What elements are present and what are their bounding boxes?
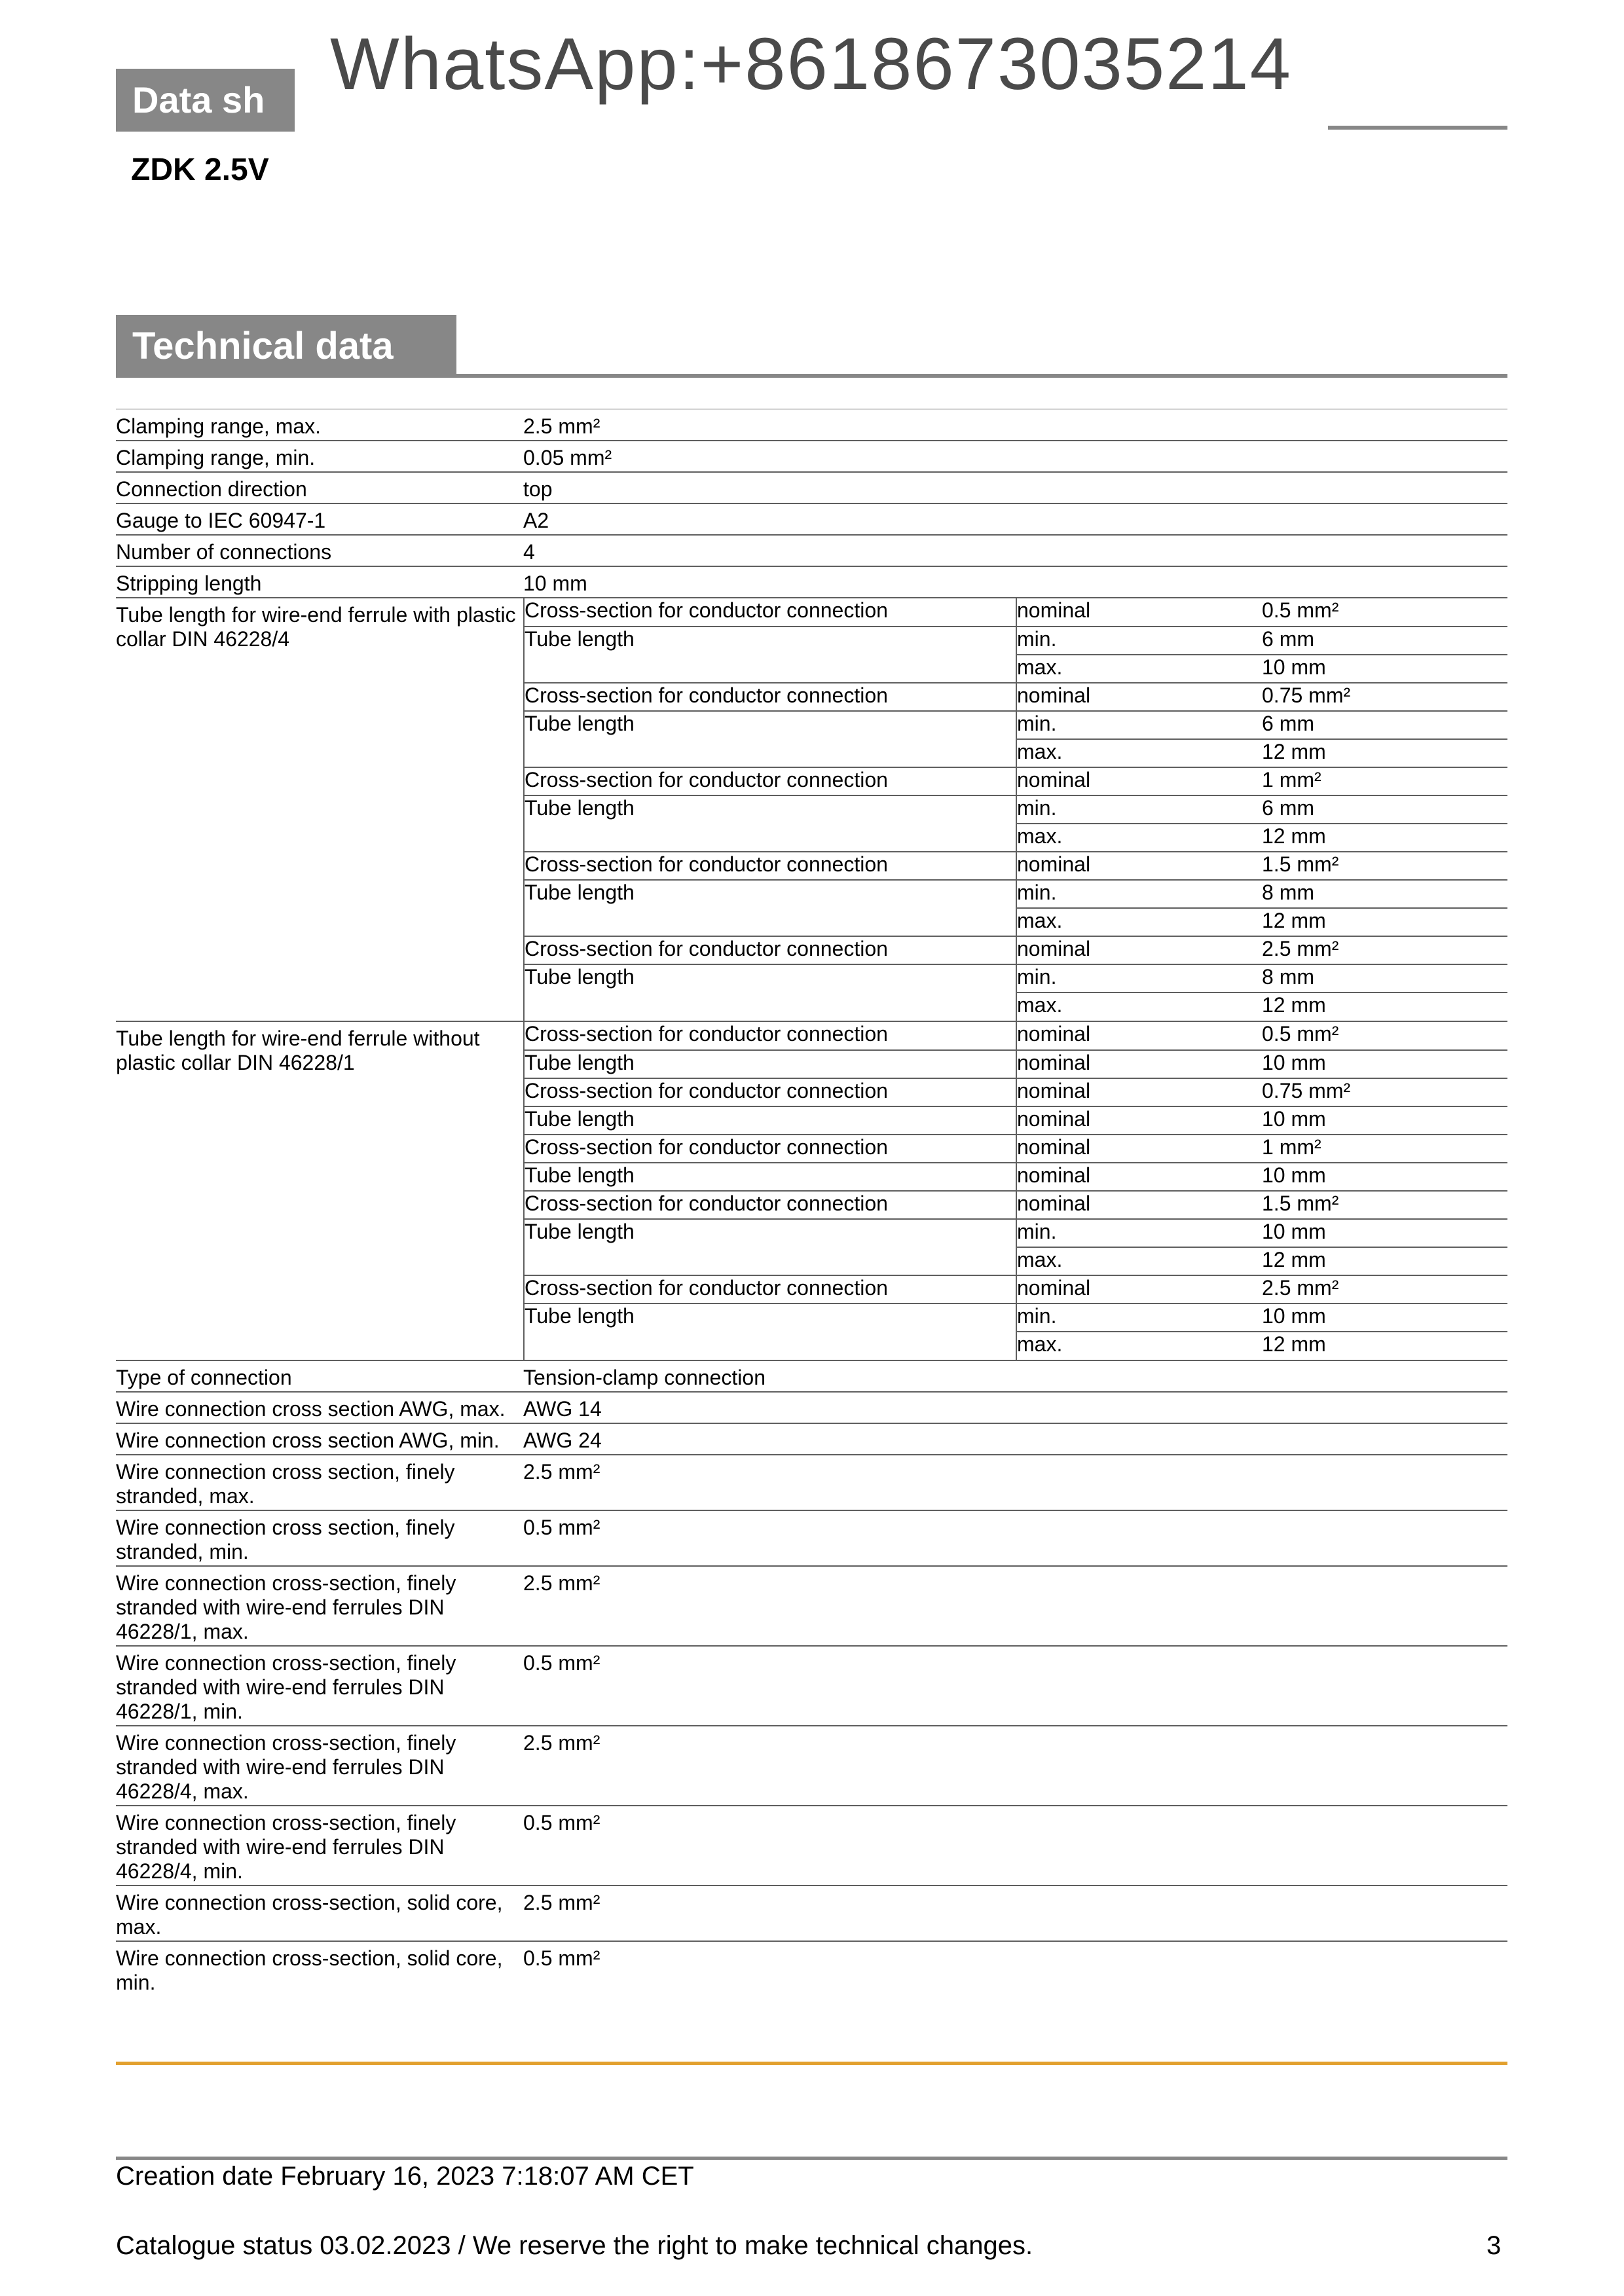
cs-qualifier: nominal [1016, 1078, 1262, 1106]
tube-value: 12 mm [1262, 993, 1326, 1017]
ferrule-subtable [523, 1022, 1507, 1360]
row-label: Wire connection cross section AWG, min. [116, 1423, 523, 1455]
tube-value: 10 mm [1262, 1050, 1507, 1078]
watermark-text: WhatsApp:+8618673035214 [330, 22, 1292, 105]
tube-qualifier: min. [1016, 711, 1262, 739]
tube-length-row [524, 880, 1507, 908]
tube-length-row [524, 1106, 1507, 1135]
row-value: AWG 14 [523, 1392, 1507, 1423]
tube-value: 10 mm [1262, 1163, 1507, 1191]
tube-label: Tube length [524, 1050, 1016, 1078]
watermark-overlay [295, 0, 1328, 128]
tube-label: Tube length [524, 880, 1016, 936]
row-value: 2.5 mm² [523, 1455, 1507, 1510]
cs-qualifier: nominal [1016, 1191, 1262, 1219]
cross-section-row [524, 683, 1507, 711]
tube-label: Tube length [524, 795, 1016, 852]
row-value: 0.5 mm² [523, 1510, 1507, 1566]
row-value: 2.5 mm² [523, 409, 1507, 441]
row-value: AWG 24 [523, 1423, 1507, 1455]
cs-value: 1.5 mm² [1262, 1191, 1507, 1219]
table-end-rule [116, 2062, 1507, 2065]
tube-qualifier: max. [1016, 1332, 1262, 1360]
product-name: ZDK 2.5V [131, 153, 269, 187]
cs-qualifier: nominal [1016, 1275, 1262, 1303]
cs-value: 0.5 mm² [1262, 1022, 1507, 1050]
tube-label: Tube length [524, 711, 1016, 767]
tube-label: Tube length [524, 1303, 1016, 1360]
cs-value: 0.75 mm² [1262, 1078, 1507, 1106]
row-value: 2.5 mm² [523, 1726, 1507, 1806]
row-label: Number of connections [116, 535, 523, 566]
row-value: top [523, 472, 1507, 503]
tube-value: 6 mm [1262, 795, 1507, 824]
cross-section-row [524, 767, 1507, 795]
tube-label: Tube length [524, 1163, 1016, 1191]
row-value: 0.5 mm² [523, 1806, 1507, 1886]
tube-length-row [524, 964, 1507, 993]
row-label: Wire connection cross-section, finely stranded with wire-end ferrules DIN 46228/4, min. [116, 1806, 523, 1886]
tube-qualifier: max. [1016, 908, 1262, 936]
row-label: Clamping range, min. [116, 441, 523, 472]
row-value: 0.5 mm² [523, 1946, 600, 1970]
cs-label: Cross-section for conductor connection [524, 1191, 1016, 1219]
row-label: Wire connection cross-section, finely stranded with wire-end ferrules DIN 46228/4, max. [116, 1726, 523, 1806]
row-value: 0.05 mm² [523, 441, 1507, 472]
tube-qualifier: max. [1016, 993, 1262, 1021]
cs-value: 1 mm² [1262, 767, 1507, 795]
tube-length-row [524, 1050, 1507, 1078]
tube-qualifier: max. [1016, 739, 1262, 767]
row-value: 10 mm [523, 566, 1507, 598]
row-label: Wire connection cross-section, solid core, max. [116, 1886, 523, 1941]
row-label: Type of connection [116, 1360, 523, 1392]
tube-label: Tube length [524, 627, 1016, 683]
tube-value: 8 mm [1262, 964, 1507, 993]
row-label: Wire connection cross-section, finely stranded with wire-end ferrules DIN 46228/1, max. [116, 1566, 523, 1646]
tube-value: 12 mm [1262, 908, 1507, 936]
tube-value: 12 mm [1262, 739, 1507, 767]
cs-label: Cross-section for conductor connection [524, 936, 1016, 964]
tube-qualifier: min. [1016, 795, 1262, 824]
tube-label: Tube length [524, 964, 1016, 1021]
cross-section-row [524, 1022, 1507, 1050]
cs-qualifier: nominal [1016, 598, 1262, 627]
ferrule-with-collar-block [116, 598, 1507, 1021]
row-label: Connection direction [116, 472, 523, 503]
cs-qualifier: nominal [1016, 767, 1262, 795]
footer-rule [116, 2157, 1507, 2160]
row-label: Wire connection cross section AWG, max. [116, 1392, 523, 1423]
table-row [116, 441, 1507, 472]
tube-length-row [524, 1303, 1507, 1332]
cs-value: 1.5 mm² [1262, 852, 1507, 880]
tube-length-row [524, 711, 1507, 739]
cross-section-row [524, 598, 1507, 627]
row-label: Clamping range, max. [116, 409, 523, 441]
tube-qualifier: min. [1016, 1303, 1262, 1332]
tube-length-row [524, 627, 1507, 655]
cross-section-row [524, 1135, 1507, 1163]
cs-label: Cross-section for conductor connection [524, 1022, 1016, 1050]
ferrule-subtable [523, 598, 1507, 1021]
tube-length-row [524, 1219, 1507, 1247]
datasheet-band [116, 69, 295, 132]
table-row [116, 1510, 1507, 1566]
table-row [116, 409, 1507, 441]
cs-value: 0.5 mm² [1262, 598, 1507, 627]
header-rule [1328, 126, 1507, 130]
table-row [116, 535, 1507, 566]
cs-qualifier: nominal [1016, 1135, 1262, 1163]
table-row [116, 1423, 1507, 1455]
tube-label: Tube length [524, 1219, 1016, 1275]
table-row [116, 1392, 1507, 1423]
cs-qualifier: nominal [1016, 1022, 1262, 1050]
cs-label: Cross-section for conductor connection [524, 1078, 1016, 1106]
section-title-band [116, 315, 456, 378]
row-label: Gauge to IEC 60947-1 [116, 503, 523, 535]
table-row [116, 1806, 1507, 1886]
catalogue-status: Catalogue status 03.02.2023 / We reserve the right to make technical changes. [116, 2231, 1033, 2260]
tube-qualifier: nominal [1016, 1106, 1262, 1135]
tube-qualifier: max. [1016, 1247, 1262, 1275]
tube-qualifier: max. [1016, 655, 1262, 683]
tube-length-row [524, 795, 1507, 824]
table-row [116, 1455, 1507, 1510]
table-row [116, 1566, 1507, 1646]
cross-section-row [524, 1191, 1507, 1219]
cross-section-row [524, 852, 1507, 880]
cs-label: Cross-section for conductor connection [524, 852, 1016, 880]
table-row [116, 1360, 1507, 1392]
table-row [116, 1646, 1507, 1726]
tube-value: 10 mm [1262, 1106, 1507, 1135]
cross-section-row [524, 1078, 1507, 1106]
tube-label: Tube length [524, 1106, 1016, 1135]
tube-length-row [524, 1163, 1507, 1191]
cs-value: 2.5 mm² [1262, 936, 1507, 964]
ferrule-values [523, 1021, 1507, 1360]
tube-value: 10 mm [1262, 1219, 1507, 1247]
row-label: Stripping length [116, 566, 523, 598]
table-row [116, 1726, 1507, 1806]
table-row [116, 503, 1507, 535]
creation-date: Creation date February 16, 2023 7:18:07 AM CET [116, 2162, 694, 2191]
ferrule-label: Tube length for wire-end ferrule with plastic collar DIN 46228/4 [116, 598, 523, 1021]
cs-value: 1 mm² [1262, 1135, 1507, 1163]
tube-qualifier: min. [1016, 880, 1262, 908]
tube-qualifier: min. [1016, 1219, 1262, 1247]
row-value: A2 [523, 503, 1507, 535]
row-value: 2.5 mm² [523, 1886, 1507, 1941]
cs-label: Cross-section for conductor connection [524, 1275, 1016, 1303]
row-value: 2.5 mm² [523, 1566, 1507, 1646]
cs-value: 0.75 mm² [1262, 683, 1507, 711]
tube-value: 12 mm [1262, 824, 1507, 852]
table-row [116, 566, 1507, 598]
section-rule [456, 374, 1507, 378]
cs-label: Cross-section for conductor connection [524, 598, 1016, 627]
tube-value: 6 mm [1262, 627, 1507, 655]
tube-qualifier: nominal [1016, 1050, 1262, 1078]
table-row [116, 1886, 1507, 1941]
ferrule-values [523, 598, 1507, 1021]
tube-value: 10 mm [1262, 655, 1507, 683]
page-number: 3 [1486, 2231, 1502, 2260]
cs-label: Cross-section for conductor connection [524, 1135, 1016, 1163]
row-label: Wire connection cross-section, solid core, min. [116, 1946, 503, 1994]
tube-value: 10 mm [1262, 1303, 1507, 1332]
row-label: Wire connection cross-section, finely stranded with wire-end ferrules DIN 46228/1, min. [116, 1646, 523, 1726]
table-row [116, 1941, 1507, 1996]
cs-qualifier: nominal [1016, 936, 1262, 964]
row-label: Wire connection cross section, finely stranded, min. [116, 1510, 523, 1566]
tube-qualifier: nominal [1016, 1163, 1262, 1191]
datasheet-label: Data sh [132, 79, 265, 120]
cross-section-row [524, 936, 1507, 964]
tube-qualifier: min. [1016, 627, 1262, 655]
row-label: Wire connection cross section, finely stranded, max. [116, 1455, 523, 1510]
tube-qualifier: max. [1016, 824, 1262, 852]
cs-label: Cross-section for conductor connection [524, 683, 1016, 711]
tube-qualifier: min. [1016, 964, 1262, 993]
cross-section-row [524, 1275, 1507, 1303]
ferrule-without-collar-block [116, 1021, 1507, 1360]
tube-value: 6 mm [1262, 711, 1507, 739]
tube-value: 8 mm [1262, 880, 1507, 908]
cs-qualifier: nominal [1016, 683, 1262, 711]
cs-qualifier: nominal [1016, 852, 1262, 880]
row-value: 0.5 mm² [523, 1646, 1507, 1726]
row-value: 4 [523, 535, 1507, 566]
technical-data-table [116, 409, 1507, 1996]
cs-label: Cross-section for conductor connection [524, 767, 1016, 795]
tube-value: 12 mm [1262, 1332, 1326, 1356]
section-title: Technical data [132, 325, 394, 367]
cs-value: 2.5 mm² [1262, 1275, 1507, 1303]
table-row [116, 472, 1507, 503]
tube-value: 12 mm [1262, 1247, 1507, 1275]
row-value: Tension-clamp connection [523, 1360, 1507, 1392]
ferrule-label: Tube length for wire-end ferrule without plastic collar DIN 46228/1 [116, 1021, 523, 1360]
